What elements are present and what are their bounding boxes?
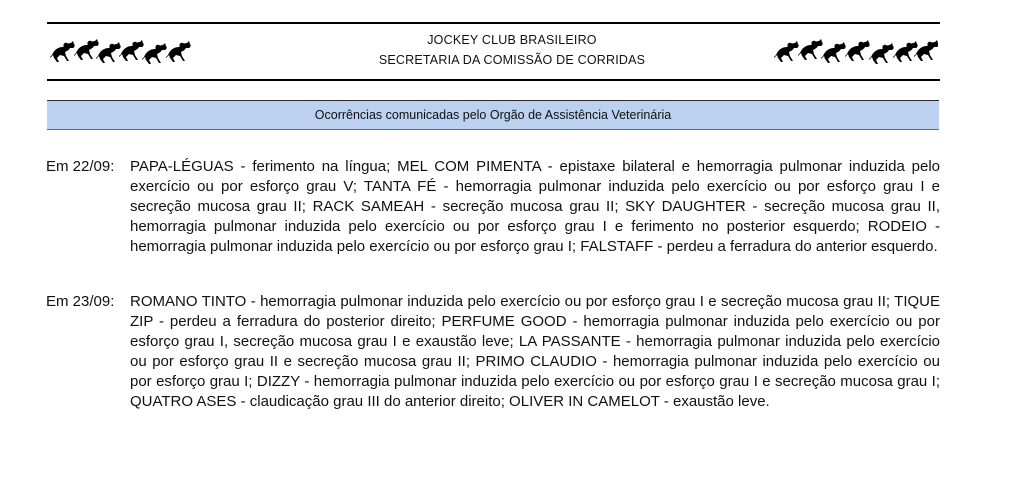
entry-text: PAPA-LÉGUAS - ferimento na língua; MEL COM PIMENTA - epistaxe bilateral e hemorragia pulmonar induzida pelo exercício ou por esforço grau V; TANTA FÉ - hemorragia pulmonar induzida pelo exercício ou por esforço grau I e secreção mucosa grau II; RACK SAMEAH - secreção mucosa grau II; SKY DAUGHTER - secreção mucosa grau II, hemorragia pulmonar induzida pelo exercício ou por esforço grau I e ferimento no posterior esquerdo; RODEIO - hemorragia pulmonar induzida pelo exercício ou por esforço grau I; FALSTAFF - perdeu a ferradura do anterior esquerdo. — [130, 158, 940, 255]
department-name: SECRETARIA DA COMISSÃO DE CORRIDAS — [378, 53, 646, 67]
section-title: Ocorrências comunicadas pelo Orgão de Assistência Veterinária — [314, 108, 672, 122]
header-bottom-rule — [47, 79, 940, 81]
occurrence-entry — [46, 157, 940, 257]
entry-text: ROMANO TINTO - hemorragia pulmonar induzida pelo exercício ou por esforço grau I e secreção mucosa grau II; TIQUE ZIP - perdeu a ferradura do posterior direito; PERFUME GOOD - hemorragia pulmonar induzida pelo exercício ou por esforço grau I, secreção mucosa grau I e exaustão leve; LA PASSANTE - hemorragia pulmonar induzida pelo exercício ou por esforço grau II e secreção mucosa grau II; PRIMO CLAUDIO - hemorragia pulmonar induzida pelo exercício ou por esforço grau I; DIZZY - hemorragia pulmonar induzida pelo exercício ou por esforço grau I e secreção mucosa grau I; QUATRO ASES - claudicação grau III do anterior direito; OLIVER IN CAMELOT - exaustão leve. — [130, 293, 940, 410]
header-top-rule — [47, 22, 940, 24]
entry-date: Em 23/09: — [46, 293, 115, 310]
occurrence-entry — [46, 292, 940, 412]
entry-date: Em 22/09: — [46, 158, 115, 175]
racing-horses-icon — [774, 38, 938, 71]
org-name: JOCKEY CLUB BRASILEIRO — [427, 33, 597, 47]
section-banner — [47, 100, 939, 130]
